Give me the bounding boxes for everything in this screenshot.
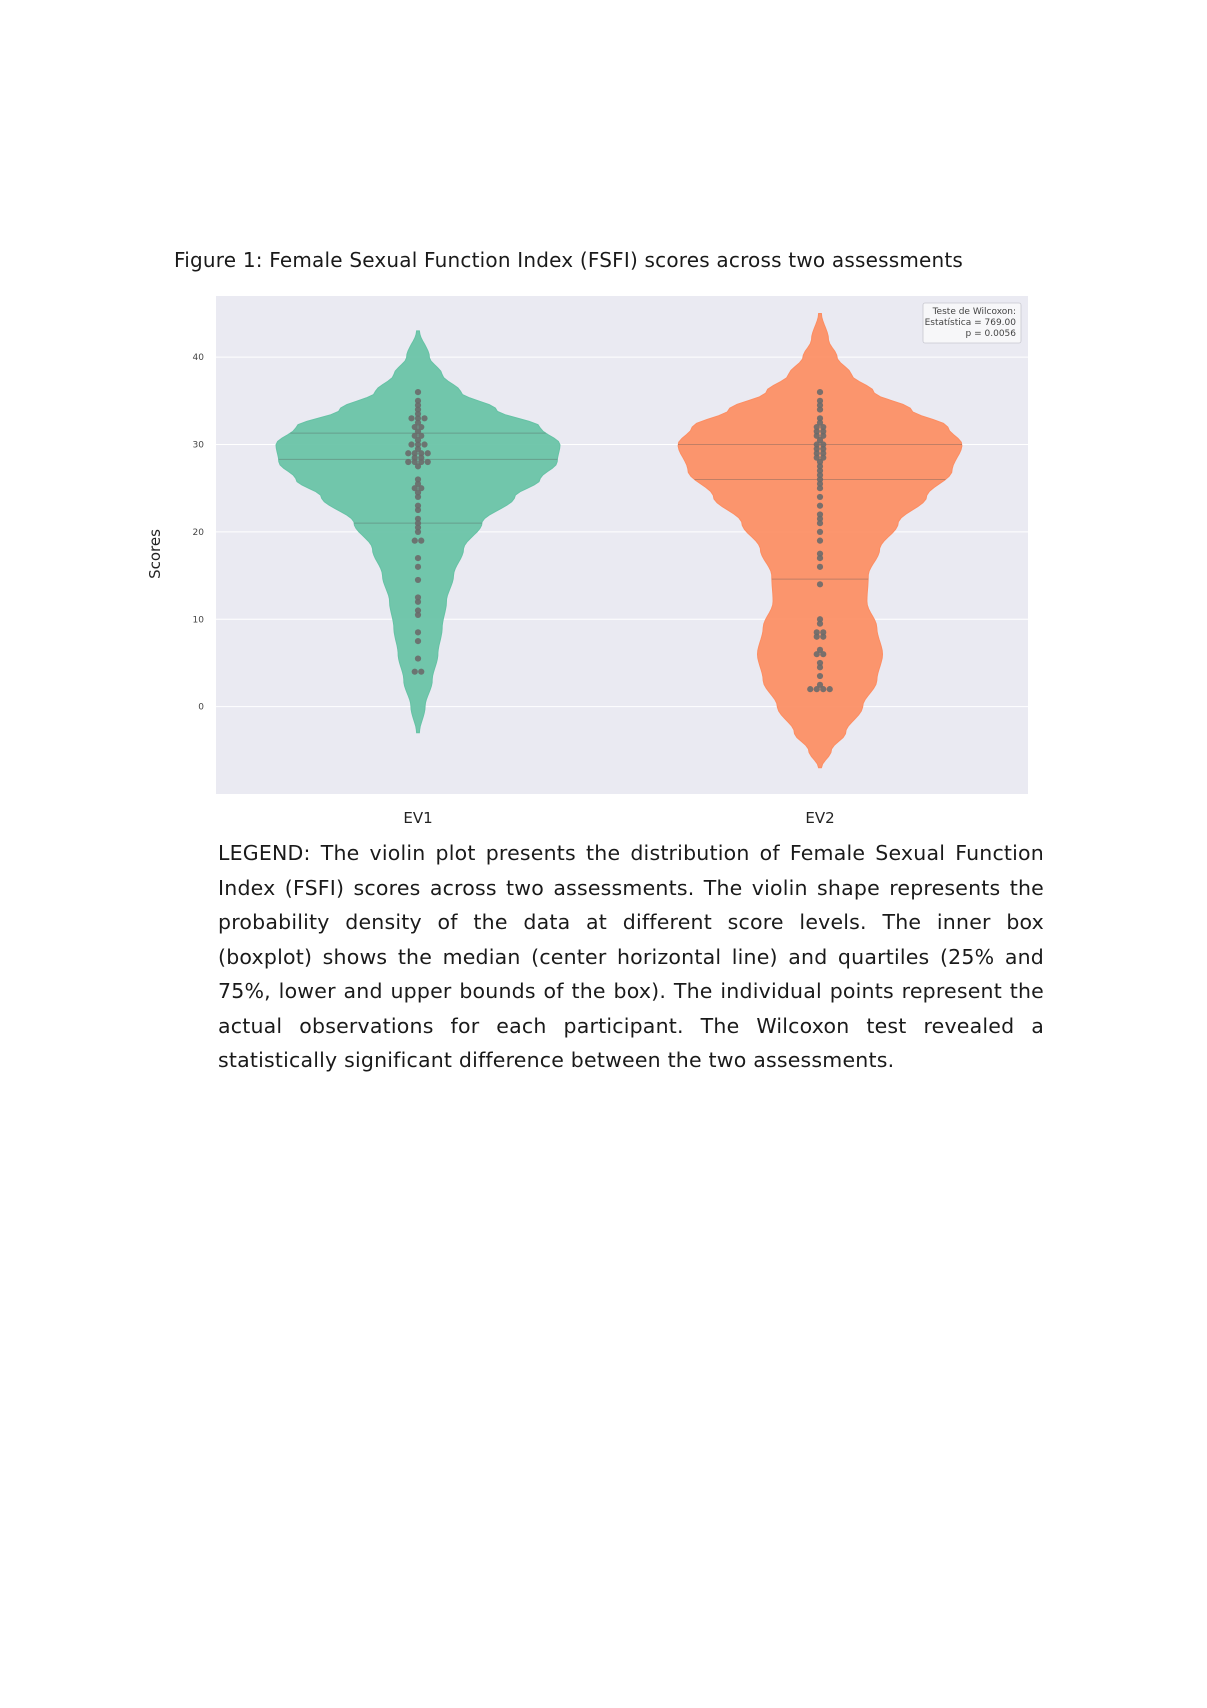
data-point: [425, 450, 431, 456]
data-point: [817, 389, 823, 395]
data-point: [415, 599, 421, 605]
data-point: [415, 507, 421, 513]
figure-legend: LEGEND: The violin plot presents the distribution of Female Sexual Function Index (FSFI) scores across two assessments. The violin shape represents the probability density of the data at different score levels. The inner box (boxplot) shows the median (center horizontal line) and quartiles (25% and 75%, lower and upper bounds of the box). The individual points represent the actual observations for each participant. The Wilcoxon test revealed a statistically significant difference between the two assessments.: [218, 841, 1044, 1072]
data-point: [405, 450, 411, 456]
category-label-ev1: EV1: [403, 809, 433, 827]
wilcoxon-annotation: [923, 303, 1021, 343]
data-point: [817, 555, 823, 561]
annotation-line-1: Teste de Wilcoxon:: [932, 307, 1016, 317]
data-point: [415, 612, 421, 618]
data-point: [827, 686, 833, 692]
data-point: [817, 485, 823, 491]
data-point: [405, 459, 411, 465]
y-tick-label: 40: [192, 353, 204, 364]
data-point: [814, 651, 820, 657]
data-point: [412, 538, 418, 544]
plot-area: [216, 296, 1028, 794]
data-point: [817, 664, 823, 670]
data-point: [415, 564, 421, 570]
data-point: [817, 503, 823, 509]
data-point: [820, 686, 826, 692]
category-label-ev2: EV2: [805, 809, 835, 827]
data-point: [418, 538, 424, 544]
figure-title: Figure 1: Female Sexual Function Index (FSFI) scores across two assessments: [174, 248, 964, 272]
data-point: [408, 441, 414, 447]
data-point: [807, 686, 813, 692]
data-point: [408, 415, 414, 421]
data-point: [817, 520, 823, 526]
y-tick-label: 30: [192, 440, 204, 451]
data-point: [415, 463, 421, 469]
data-point: [814, 686, 820, 692]
y-tick-label: 20: [192, 527, 204, 538]
y-tick-labels: [193, 353, 205, 712]
annotation-line-3: p = 0.0056: [965, 329, 1016, 339]
data-point: [412, 669, 418, 675]
data-point: [817, 564, 823, 570]
annotation-line-2: Estatística = 769.00: [924, 318, 1016, 328]
data-point: [421, 415, 427, 421]
data-point: [817, 529, 823, 535]
violin-chart: [140, 296, 1040, 836]
data-point: [817, 673, 823, 679]
data-point: [425, 459, 431, 465]
data-point: [418, 669, 424, 675]
data-point: [817, 621, 823, 627]
y-tick-label: 0: [198, 702, 204, 713]
y-tick-label: 10: [192, 615, 204, 626]
data-point: [421, 441, 427, 447]
data-point: [415, 529, 421, 535]
chart-svg: [140, 296, 1040, 836]
data-point: [415, 494, 421, 500]
data-point: [415, 555, 421, 561]
category-labels: [403, 809, 834, 827]
data-point: [820, 634, 826, 640]
data-point: [817, 494, 823, 500]
y-axis-label: Scores: [146, 529, 164, 579]
data-point: [814, 634, 820, 640]
data-point: [817, 581, 823, 587]
data-point: [820, 651, 826, 657]
data-point: [415, 389, 421, 395]
data-point: [415, 655, 421, 661]
data-point: [415, 638, 421, 644]
data-point: [415, 577, 421, 583]
data-point: [817, 538, 823, 544]
data-point: [415, 629, 421, 635]
data-point: [817, 406, 823, 412]
